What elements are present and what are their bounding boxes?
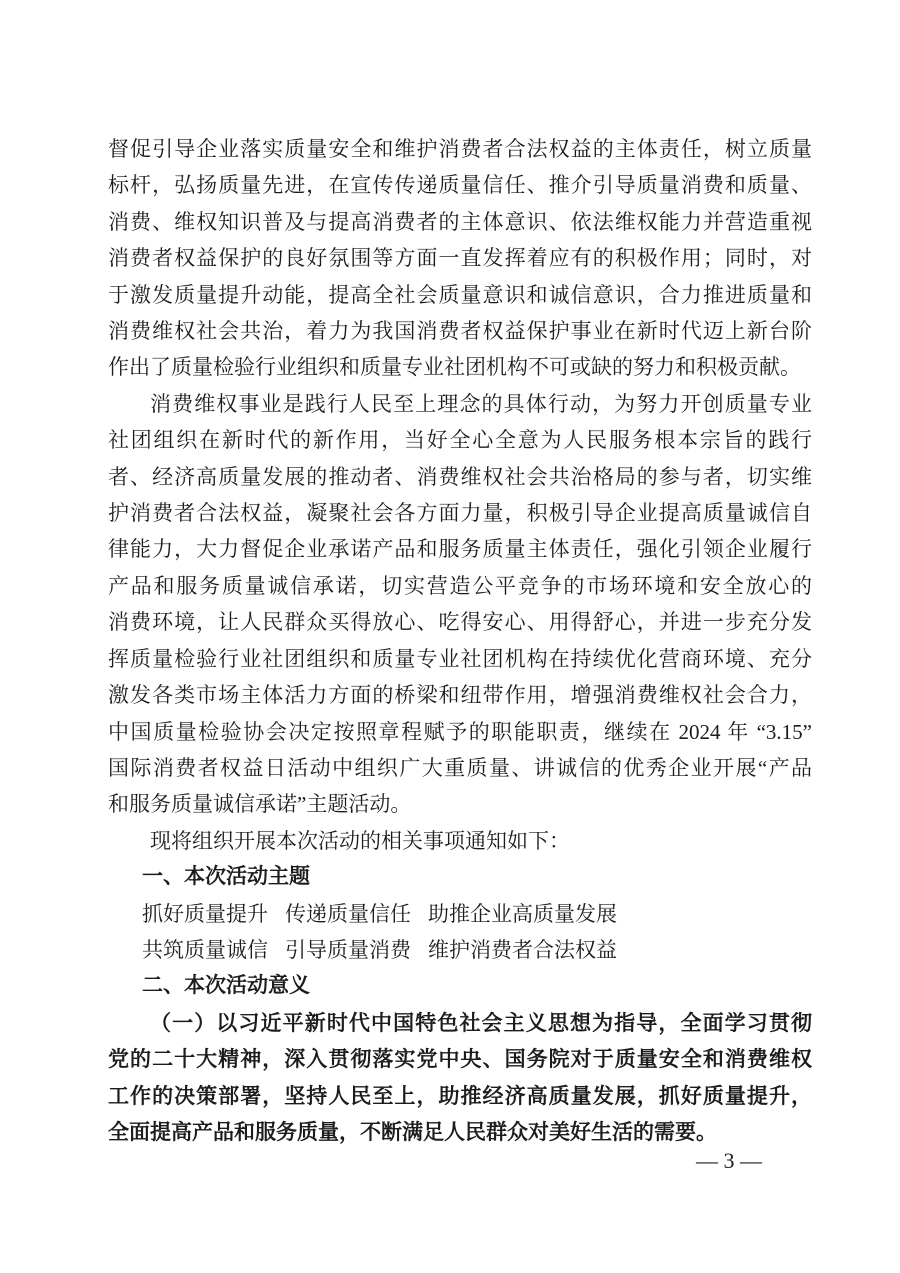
- theme-phrase: 传递质量信任: [285, 901, 411, 926]
- body-line: 挥质量检验行业社团组织和质量专业社团机构在持续优化营商环境、充分: [108, 646, 812, 671]
- body-line-bold: 党的二十大精神，深入贯彻落实党中央、国务院对于质量安全和消费维权: [108, 1047, 812, 1072]
- body-line: 标杆，弘扬质量先进，在宣传传递质量信任、推介引导质量消费和质量、: [108, 173, 812, 198]
- body-line: 于激发质量提升动能，提高全社会质量意识和诚信意识，合力推进质量和: [108, 282, 812, 307]
- body-line: 消费者权益保护的良好氛围等方面一直发挥着应有的积极作用；同时，对: [108, 246, 812, 271]
- body-line-bold: （一）以习近平新时代中国特色社会主义思想为指导，全面学习贯彻: [150, 1010, 812, 1035]
- theme-phrase: 共筑质量诚信: [142, 937, 268, 962]
- body-line: 国际消费者权益日活动中组织广大重质量、讲诚信的优秀企业开展“产品: [108, 755, 812, 780]
- body-line: 现将组织开展本次活动的相关事项通知如下：: [150, 828, 570, 853]
- theme-phrase: 引导质量消费: [285, 937, 411, 962]
- body-line: 产品和服务质量诚信承诺，切实营造公平竞争的市场环境和安全放心的: [108, 573, 812, 598]
- body-line: 消费维权事业是践行人民至上理念的具体行动，为努力开创质量专业: [150, 391, 812, 416]
- body-line: 作出了质量检验行业组织和质量专业社团机构不可或缺的努力和积极贡献。: [108, 355, 801, 380]
- body-line: 消费环境，让人民群众买得放心、吃得安心、用得舒心，并进一步充分发: [108, 610, 812, 635]
- theme-row: [142, 932, 812, 968]
- body-line: 督促引导企业落实质量安全和维护消费者合法权益的主体责任，树立质量: [108, 137, 812, 161]
- body-line: 护消费者合法权益，凝聚社会各方面力量，积极引导企业提高质量诚信自: [108, 501, 812, 526]
- theme-phrase: 助推企业高质量发展: [428, 901, 617, 926]
- page-number: — 3 —: [696, 1148, 762, 1173]
- body-line: 激发各类市场主体活力方面的桥梁和纽带作用，增强消费维权社会合力，: [108, 683, 812, 708]
- document-body: [108, 131, 812, 1150]
- body-line: 中国质量检验协会决定按照章程赋予的职能职责，继续在 2024 年 “3.15”: [108, 719, 812, 744]
- theme-phrase: 抓好质量提升: [142, 901, 268, 926]
- section-heading-2: 二、本次活动意义: [142, 974, 310, 998]
- theme-phrase: 维护消费者合法权益: [428, 937, 617, 962]
- body-line: 消费维权社会共治，着力为我国消费者权益保护事业在新时代迈上新台阶: [108, 319, 812, 344]
- body-line: 消费、维权知识普及与提高消费者的主体意识、依法维权能力并营造重视: [108, 209, 812, 234]
- body-line: 律能力，大力督促企业承诺产品和服务质量主体责任，强化引领企业履行: [108, 537, 812, 562]
- theme-row: [142, 896, 812, 932]
- body-line: 和服务质量诚信承诺”主题活动。: [108, 792, 412, 817]
- body-line: 者、经济高质量发展的推动者、消费维权社会共治格局的参与者，切实维: [108, 464, 812, 489]
- section-heading-1: 一、本次活动主题: [142, 865, 310, 889]
- body-line-bold: 工作的决策部署，坚持人民至上，助推经济高质量发展，抓好质量提升，: [108, 1083, 812, 1108]
- body-line-bold: 全面提高产品和服务质量，不断满足人民群众对美好生活的需要。: [108, 1119, 717, 1144]
- body-line: 社团组织在新时代的新作用，当好全心全意为人民服务根本宗旨的践行: [108, 428, 812, 453]
